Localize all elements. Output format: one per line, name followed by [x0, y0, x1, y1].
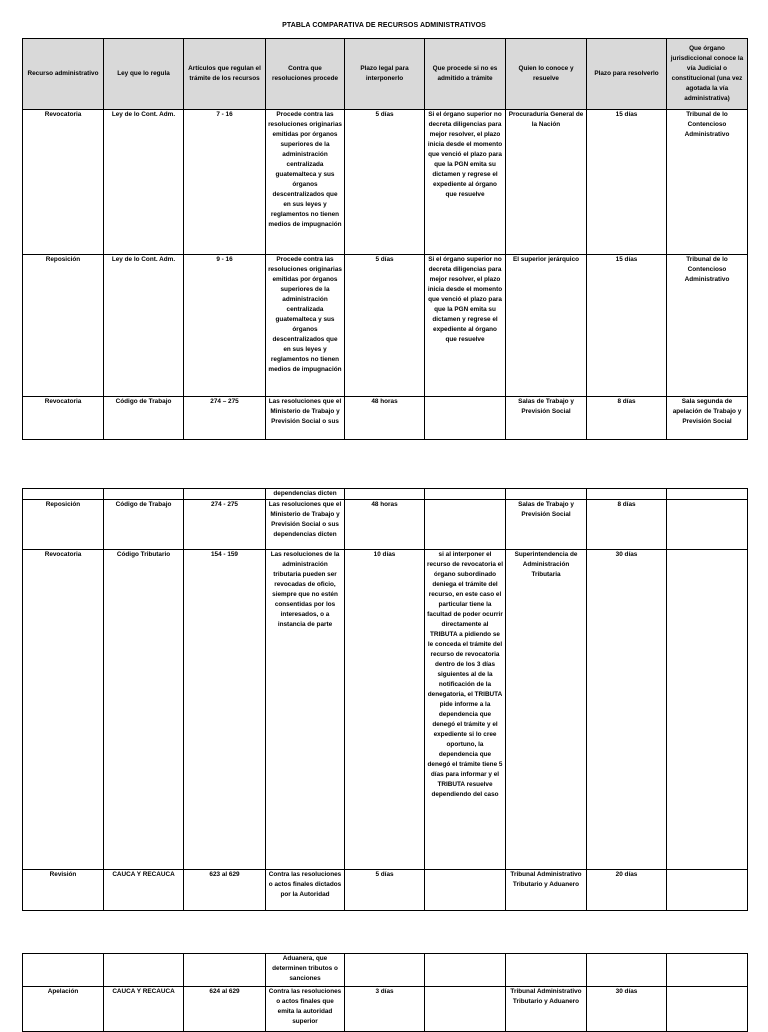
comparison-table-part-2 — [22, 488, 748, 911]
header-articulos: Artículos que regulan el trámite de los recursos — [184, 39, 266, 110]
cell — [587, 489, 667, 500]
cell: Sala segunda de apelación de Trabajo y Previsión Social — [667, 397, 748, 440]
cell: 20 días — [587, 870, 667, 911]
cell: 30 días — [587, 550, 667, 870]
cell — [345, 954, 425, 987]
cell — [506, 954, 587, 987]
cell — [425, 397, 506, 440]
cell: Ley de lo Cont. Adm. — [104, 110, 184, 255]
cell: 9 - 16 — [184, 255, 266, 397]
cell — [667, 550, 748, 870]
document-title: PTABLA COMPARATIVA DE RECURSOS ADMINISTRATIVOS — [282, 22, 486, 29]
cell — [184, 954, 266, 987]
cell: Código de Trabajo — [104, 397, 184, 440]
header-recurso: Recurso administrativo — [23, 39, 104, 110]
cell: Reposición — [23, 500, 104, 550]
cell: Salas de Trabajo y Previsión Social — [506, 397, 587, 440]
cell: Revocatoria — [23, 397, 104, 440]
comparison-table-part-3 — [22, 953, 748, 1032]
cell — [425, 870, 506, 911]
table-row — [23, 500, 748, 550]
header-plazo-resolver: Plazo para resolverlo — [587, 39, 667, 110]
cell: 274 – 275 — [184, 397, 266, 440]
cell: 8 días — [587, 397, 667, 440]
cell — [506, 489, 587, 500]
cell — [425, 987, 506, 1032]
cell — [345, 489, 425, 500]
header-plazo-interponer: Plazo legal para interponerlo — [345, 39, 425, 110]
cell — [587, 954, 667, 987]
cell: Si el órgano superior no decreta diligencias para mejor resolver, el plazo inicia desde el momento que venció el plazo para que la PGN emita su dictamen y regrese el expediente al órgano que resuelve — [425, 255, 506, 397]
cell: dependencias dicten — [266, 489, 345, 500]
cell: El superior jerárquico — [506, 255, 587, 397]
header-no-admitido: Que procede si no es admitido a trámite — [425, 39, 506, 110]
cell — [425, 489, 506, 500]
cell: 623 al 629 — [184, 870, 266, 911]
table-row — [23, 489, 748, 500]
table-row — [23, 987, 748, 1032]
cell: Contra las resoluciones o actos finales dictados por la Autoridad — [266, 870, 345, 911]
cell: Si el órgano superior no decreta diligencias para mejor resolver, el plazo inicia desde el momento que venció el plazo para que la PGN emita su dictamen y regrese el expediente al órgano que resuelve — [425, 110, 506, 255]
cell: 30 días — [587, 987, 667, 1032]
cell — [667, 987, 748, 1032]
cell: Salas de Trabajo y Previsión Social — [506, 500, 587, 550]
header-row — [23, 39, 748, 110]
cell: CAUCA Y RECAUCA — [104, 870, 184, 911]
table-row — [23, 550, 748, 870]
cell — [667, 489, 748, 500]
cell — [667, 500, 748, 550]
cell: Reposición — [23, 255, 104, 397]
cell: Superintendencia de Administración Tributaria — [506, 550, 587, 870]
cell: 48 horas — [345, 500, 425, 550]
cell: 5 días — [345, 870, 425, 911]
header-resoluciones: Contra que resoluciones procede — [266, 39, 345, 110]
cell — [667, 954, 748, 987]
cell: Procuraduría General de la Nación — [506, 110, 587, 255]
cell: Código de Trabajo — [104, 500, 184, 550]
cell: 15 días — [587, 110, 667, 255]
cell: 8 días — [587, 500, 667, 550]
cell: 48 horas — [345, 397, 425, 440]
cell — [425, 954, 506, 987]
cell: Revocatoria — [23, 110, 104, 255]
cell: 274 - 275 — [184, 500, 266, 550]
table-row — [23, 954, 748, 987]
cell: Revisión — [23, 870, 104, 911]
cell: Código Tributario — [104, 550, 184, 870]
cell: CAUCA Y RECAUCA — [104, 987, 184, 1032]
cell: Apelación — [23, 987, 104, 1032]
cell: Revocatoria — [23, 550, 104, 870]
cell — [23, 489, 104, 500]
cell: 7 - 16 — [184, 110, 266, 255]
table-row — [23, 255, 748, 397]
cell: 10 días — [345, 550, 425, 870]
cell — [104, 954, 184, 987]
cell — [23, 954, 104, 987]
cell: Las resoluciones de la administración tributaria pueden ser revocadas de oficio, siempre que no estén consentidas por los interesados, o a instancia de parte — [266, 550, 345, 870]
cell: Aduanera, que determinen tributos o sanciones — [266, 954, 345, 987]
cell: Tribunal de lo Contencioso Administrativo — [667, 255, 748, 397]
cell: 15 días — [587, 255, 667, 397]
cell: 5 días — [345, 255, 425, 397]
cell: si al interponer el recurso de revocatoria el órgano subordinado deniega el trámite del recurso, en este caso el particular tiene la facultad de poder ocurrir directamente al TRIBUTA a pidiendo se le conceda el trámite del recurso de revocatoria dentro de los 3 días siguientes al de la notificación de la denegatoria, el TRIBUTA pide informe a la dependencia que denegó el trámite y el expediente si lo cree oportuno, la dependencia que denegó el trámite tiene 5 días para informar y el TRIBUTA resuelve dependiendo del caso — [425, 550, 506, 870]
cell: 3 días — [345, 987, 425, 1032]
cell: 5 días — [345, 110, 425, 255]
cell — [184, 489, 266, 500]
table-row — [23, 870, 748, 911]
header-organo-jurisdiccional: Que órgano jurisdiccional conoce la vía Judicial o constitucional (una vez agotada la vía administrativa) — [667, 39, 748, 110]
cell: Tribunal de lo Contencioso Administrativo — [667, 110, 748, 255]
cell: Procede contra las resoluciones originarias emitidas por órganos superiores de la administración centralizada guatemalteca y sus órganos descentralizados que en sus leyes y reglamentos no tienen medios de impugnación — [266, 110, 345, 255]
cell: Las resoluciones que el Ministerio de Trabajo y Previsión Social o sus dependencias dicten — [266, 500, 345, 550]
cell: Tribunal Administrativo Tributario y Aduanero — [506, 987, 587, 1032]
cell — [104, 489, 184, 500]
cell: Ley de lo Cont. Adm. — [104, 255, 184, 397]
cell: Contra las resoluciones o actos finales que emita la autoridad superior — [266, 987, 345, 1032]
table-row — [23, 397, 748, 440]
cell — [667, 870, 748, 911]
table-row — [23, 110, 748, 255]
cell: Las resoluciones que el Ministerio de Trabajo y Previsión Social o sus — [266, 397, 345, 440]
cell: Tribunal Administrativo Tributario y Aduanero — [506, 870, 587, 911]
cell: 154 - 159 — [184, 550, 266, 870]
header-quien-resuelve: Quien lo conoce y resuelve — [506, 39, 587, 110]
comparison-table-part-1 — [22, 38, 748, 440]
cell: Procede contra las resoluciones originarias emitidas por órganos superiores de la administración centralizada guatemalteca y sus órganos descentralizados que en sus leyes y reglamentos no tienen medios de impugnación — [266, 255, 345, 397]
cell — [425, 500, 506, 550]
cell: 624 al 629 — [184, 987, 266, 1032]
header-ley: Ley que lo regula — [104, 39, 184, 110]
